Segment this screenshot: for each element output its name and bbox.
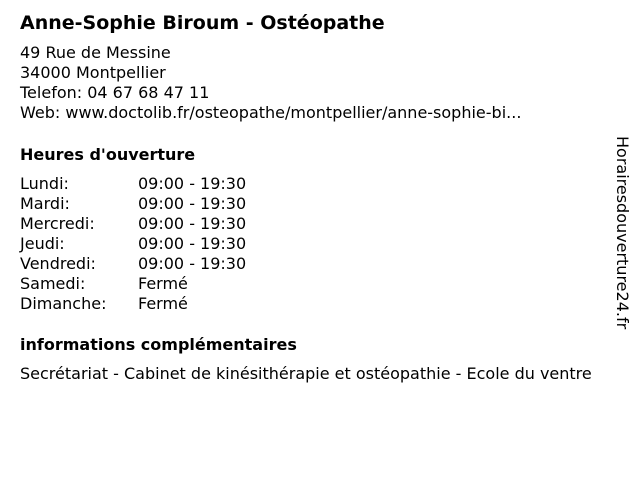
hours-row-monday xyxy=(20,174,320,194)
city-address: 34000 Montpellier xyxy=(20,63,166,82)
hours-value: 09:00 - 19:30 xyxy=(138,194,247,213)
hours-row-friday xyxy=(20,254,320,274)
hours-row-saturday xyxy=(20,274,320,294)
page-title: Anne-Sophie Biroum - Ostéopathe xyxy=(20,12,385,34)
additional-info-heading: informations complémentaires xyxy=(20,335,297,354)
hours-value: 09:00 - 19:30 xyxy=(138,254,247,273)
opening-hours-heading: Heures d'ouverture xyxy=(20,145,196,164)
site-watermark: Horairesdouverture24.fr xyxy=(613,136,632,330)
additional-info-text: Secrétariat - Cabinet de kinésithérapie et ostéopathie - Ecole du ventre xyxy=(20,364,592,383)
phone-number: Telefon: 04 67 68 47 11 xyxy=(20,83,210,102)
hours-row-tuesday xyxy=(20,194,320,214)
day-label: Mardi: xyxy=(20,194,70,213)
hours-value: Fermé xyxy=(138,274,188,293)
hours-row-wednesday xyxy=(20,214,320,234)
day-label: Vendredi: xyxy=(20,254,96,273)
address-block xyxy=(20,43,521,123)
day-label: Samedi: xyxy=(20,274,86,293)
hours-value: Fermé xyxy=(138,294,188,313)
street-address: 49 Rue de Messine xyxy=(20,43,171,62)
hours-row-thursday xyxy=(20,234,320,254)
day-label: Jeudi: xyxy=(20,234,65,253)
hours-row-sunday xyxy=(20,294,320,314)
opening-hours-table xyxy=(20,174,320,314)
day-label: Mercredi: xyxy=(20,214,95,233)
hours-value: 09:00 - 19:30 xyxy=(138,174,247,193)
day-label: Dimanche: xyxy=(20,294,107,313)
day-label: Lundi: xyxy=(20,174,69,193)
hours-value: 09:00 - 19:30 xyxy=(138,214,247,233)
hours-value: 09:00 - 19:30 xyxy=(138,234,247,253)
website-link: Web: www.doctolib.fr/osteopathe/montpellier/anne-sophie-bi... xyxy=(20,103,522,122)
